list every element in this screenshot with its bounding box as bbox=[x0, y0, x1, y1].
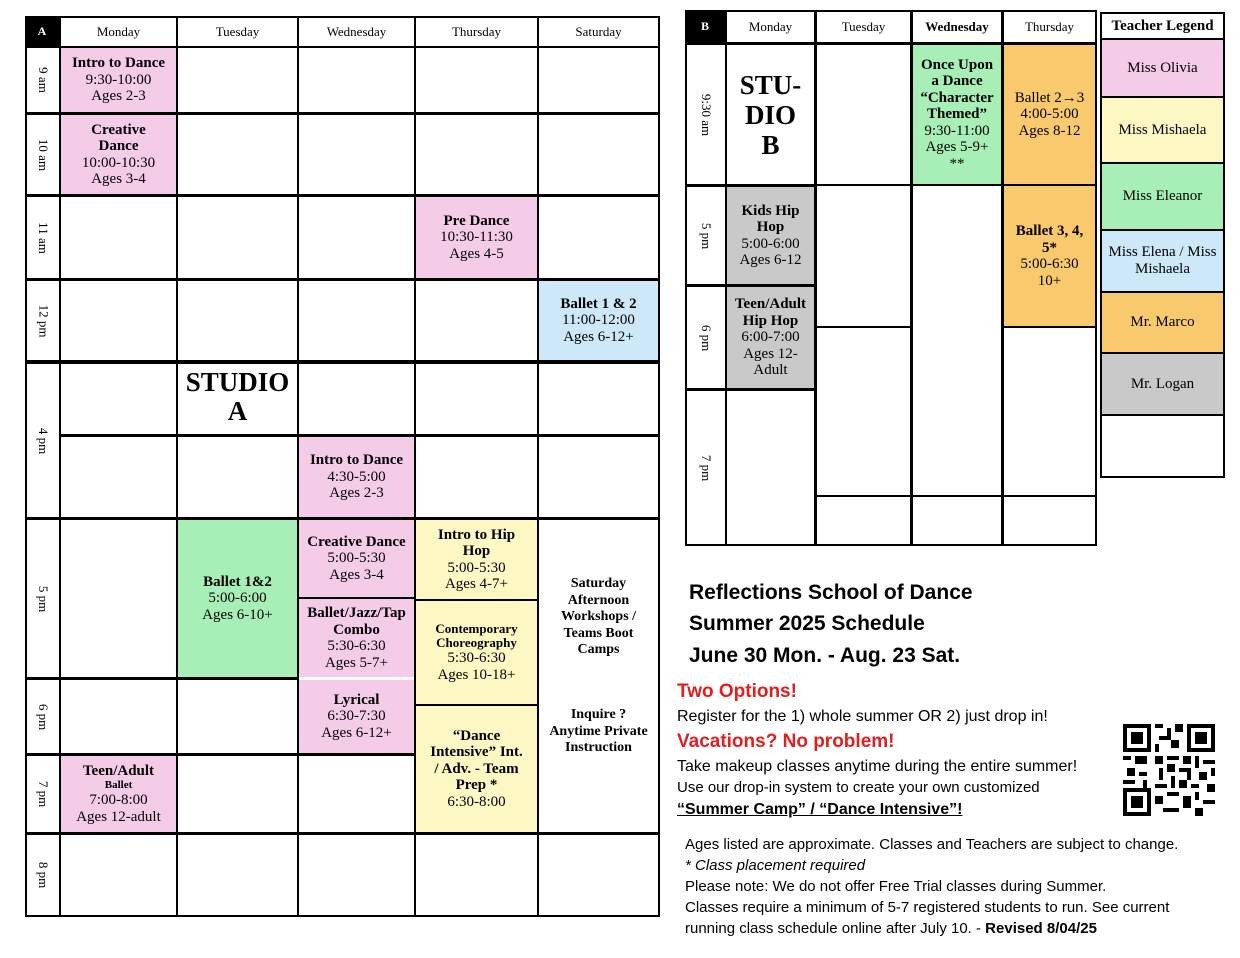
studio-b-label: STU- DIO B bbox=[739, 70, 802, 160]
time-label: 7 pm bbox=[36, 780, 51, 808]
note-free-trial: Please note: We do not offer Free Trial classes during Summer. bbox=[685, 878, 1107, 895]
private-instruction-note: Inquire ? Anytime Private Instruction bbox=[549, 707, 648, 755]
two-options-heading: Two Options! bbox=[677, 681, 797, 702]
studio-a-corner: A bbox=[25, 16, 59, 47]
class-ballet-3-4-5-thu: Ballet 3, 4, 5* 5:00-6:30 10+ bbox=[1004, 186, 1095, 326]
class-creative-dance-wed: Creative Dance 5:00-5:30 Ages 3-4 bbox=[299, 520, 414, 597]
time-label: 5 pm bbox=[36, 585, 51, 612]
b-day-header-monday: Monday bbox=[748, 19, 793, 34]
class-intro-to-dance-mon: Intro to Dance 9:30-10:00 Ages 2-3 bbox=[61, 48, 176, 112]
legend-miss-eleanor: Miss Eleanor bbox=[1102, 164, 1223, 229]
day-header-wednesday: Wednesday bbox=[326, 24, 387, 39]
schedule-title: Summer 2025 Schedule bbox=[689, 612, 925, 635]
schedule-dates: June 30 Mon. - Aug. 23 Sat. bbox=[689, 644, 961, 667]
class-ballet-1-2-sat: Ballet 1 & 2 11:00-12:00 Ages 6-12+ bbox=[539, 281, 658, 360]
time-label: 6 pm bbox=[36, 703, 51, 730]
day-header-saturday: Saturday bbox=[575, 24, 622, 39]
saturday-workshops-note: Saturday Afternoon Workshops / Teams Boot Camps bbox=[560, 576, 637, 657]
b-time-label: 9:30 am bbox=[699, 93, 714, 136]
class-once-upon-a-dance-wed: Once Upon a Dance “Character Themed” 9:30-11:00 Ages 5-9+ ** bbox=[913, 45, 1001, 184]
day-header-thursday: Thursday bbox=[451, 24, 502, 39]
time-label: 8 pm bbox=[36, 861, 51, 889]
time-label: 9 am bbox=[35, 67, 51, 93]
legend-mr-logan: Mr. Logan bbox=[1102, 354, 1223, 414]
class-lyrical-wed: Lyrical 6:30-7:30 Ages 6-12+ bbox=[299, 680, 414, 753]
b-day-header-wednesday: Wednesday bbox=[925, 19, 989, 34]
summer-camp-text: “Summer Camp” / “Dance Intensive”! bbox=[677, 801, 963, 818]
time-label: 11 am bbox=[36, 221, 51, 254]
legend-mr-marco: Mr. Marco bbox=[1102, 293, 1223, 352]
b-day-header-tuesday: Tuesday bbox=[841, 19, 886, 34]
qr-code-icon[interactable] bbox=[1123, 724, 1215, 816]
legend-miss-olivia: Miss Olivia bbox=[1102, 40, 1223, 96]
class-intro-to-hip-hop-thu: Intro to Hip Hop 5:00-5:30 Ages 4-7+ bbox=[416, 520, 537, 599]
day-header-monday: Monday bbox=[96, 24, 141, 39]
b-day-header-thursday: Thursday bbox=[1024, 19, 1075, 34]
legend-title: Teacher Legend bbox=[1111, 18, 1214, 34]
options-text: Register for the 1) whole summer OR 2) just drop in! bbox=[677, 708, 1048, 725]
vacations-heading: Vacations? No problem! bbox=[677, 731, 895, 752]
class-pre-dance-thu: Pre Dance 10:30-11:30 Ages 4-5 bbox=[416, 197, 537, 278]
studio-b-corner: B bbox=[685, 10, 725, 43]
class-teen-adult-ballet-mon: Teen/Adult Ballet 7:00-8:00 Ages 12-adult bbox=[61, 756, 176, 832]
school-name: Reflections School of Dance bbox=[689, 581, 973, 604]
class-intro-to-dance-wed: Intro to Dance 4:30-5:00 Ages 2-3 bbox=[299, 437, 414, 517]
b-time-label: 7 pm bbox=[699, 454, 714, 481]
time-label: 10 am bbox=[36, 138, 52, 171]
time-label: 12 pm bbox=[36, 304, 51, 337]
legend-miss-elena: Miss Elena / Miss Mishaela bbox=[1102, 231, 1223, 291]
dropin-text: Use our drop-in system to create your own customized bbox=[677, 779, 1040, 796]
day-header-tuesday: Tuesday bbox=[215, 24, 260, 39]
class-contemporary-thu: Contemporary Choreography 5:30-6:30 Ages 10-18+ bbox=[416, 601, 537, 704]
class-ballet-jazz-tap-wed: Ballet/Jazz/Tap Combo 5:30-6:30 Ages 5-7+ bbox=[299, 599, 414, 677]
class-teen-adult-hip-hop-mon: Teen/Adult Hip Hop 6:00-7:00 Ages 12-Adult bbox=[727, 287, 814, 388]
note-ages: Ages listed are approximate. Classes and Teachers are subject to change. bbox=[685, 836, 1179, 853]
class-creative-dance-mon: Creative Dance 10:00-10:30 Ages 3-4 bbox=[61, 115, 176, 194]
b-time-label: 5 pm bbox=[699, 222, 714, 249]
time-label: 4 pm bbox=[36, 427, 51, 454]
class-kids-hip-hop-mon: Kids Hip Hop 5:00-6:00 Ages 6-12 bbox=[727, 187, 814, 284]
class-ballet-1and2-tue: Ballet 1&2 5:00-6:00 Ages 6-10+ bbox=[178, 520, 297, 677]
makeup-text: Take makeup classes anytime during the entire summer! bbox=[677, 758, 1078, 775]
class-dance-intensive-thu: “Dance Intensive” Int. / Adv. - Team Prep * 6:30-8:00 bbox=[416, 706, 537, 832]
legend-miss-mishaela: Miss Mishaela bbox=[1102, 98, 1223, 162]
class-ballet-2-3-thu: Ballet 2→3 4:00-5:00 Ages 8-12 bbox=[1004, 45, 1095, 184]
note-revised: running class schedule online after July 10. - Revised 8/04/25 bbox=[685, 920, 1097, 937]
studio-a-label: STUDIO A bbox=[185, 367, 290, 426]
note-placement: * Class placement required bbox=[685, 857, 866, 874]
note-minimum: Classes require a minimum of 5-7 registered students to run. See current bbox=[685, 899, 1170, 916]
b-time-label: 6 pm bbox=[699, 324, 714, 351]
